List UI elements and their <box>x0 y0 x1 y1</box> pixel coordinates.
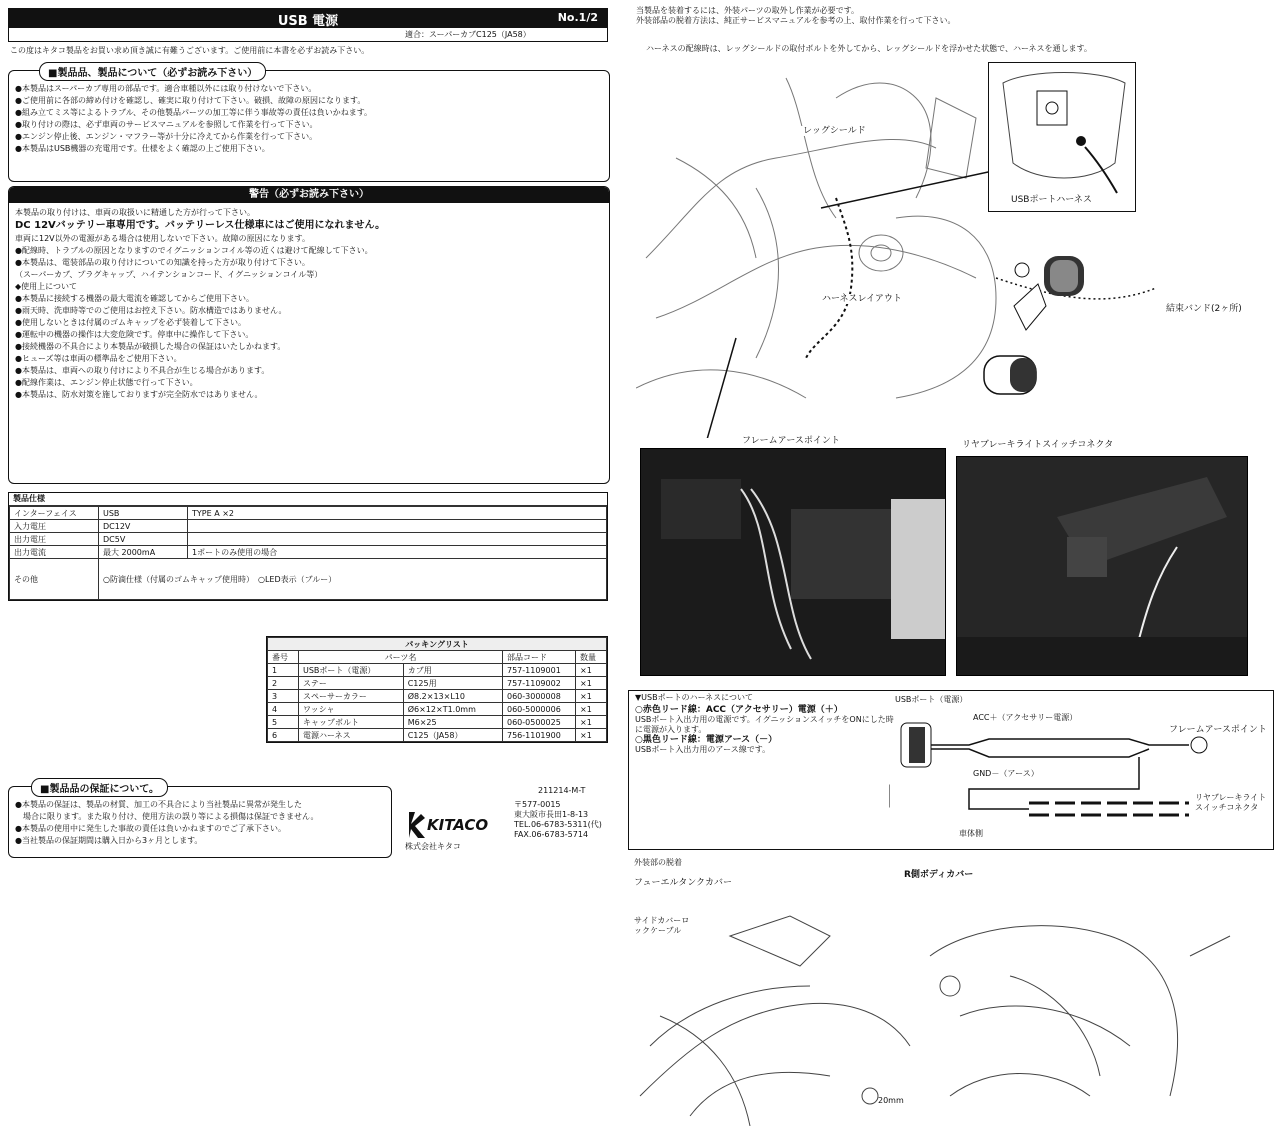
notice-line: ●取り付けの際は、必ず車両のサービスマニュアルを参照して作業を行って下さい。 <box>15 120 318 129</box>
notice-line: ●本製品はUSB機器の充電用です。仕様をよく確認の上ご使用下さい。 <box>15 144 270 153</box>
spec-value: USB <box>99 507 188 520</box>
packing-head: パーツ名 <box>299 651 503 664</box>
packing-head: 部品コード <box>503 651 576 664</box>
scooter-frame-drawing <box>636 58 1276 438</box>
warning-box <box>8 186 610 484</box>
warning-lines <box>15 207 603 401</box>
usb-port-harness-label: USBポートハーネス <box>1011 195 1092 205</box>
packing-cell: カブ用 <box>403 664 502 677</box>
usb-mount-detail-drawing <box>989 63 1137 213</box>
warning-line: ●配線時、トラブルの原因となりますのでイグニッションコイル等の近くは避けて配線して下さい。 <box>15 246 373 255</box>
packing-grid <box>267 637 607 742</box>
install-line: 当製品を装着するには、外装パーツの取外し作業が必要です。 <box>636 6 860 15</box>
detail-inset <box>988 62 1136 212</box>
warning-line: ●本製品は、電装部品の取り付けについての知識を持った方が取り付けて下さい。 <box>15 258 310 267</box>
fuel-cover-label: フューエルタンクカバー <box>634 878 733 888</box>
packing-cell: ×1 <box>576 664 607 677</box>
spec-row <box>10 546 607 559</box>
spec-key: 出力電圧 <box>10 533 99 546</box>
rear-brake-label: リヤブレーキライトスイッチコネクタ <box>962 440 1114 450</box>
packing-cell: ×1 <box>576 703 607 716</box>
cable-tie-label: 結束バンド(2ヶ所) <box>1166 304 1242 314</box>
brake-connector-label: リヤブレーキライトスイッチコネクタ <box>1195 793 1267 812</box>
spec-key: その他 <box>10 559 99 600</box>
wiring-diagram <box>889 699 1269 849</box>
warranty-lines <box>15 799 385 847</box>
kitaco-logo-icon <box>405 810 427 840</box>
doc-code: 211214-M-T <box>538 786 586 795</box>
fitment-text: 適合：スーパーカブC125（JA58） <box>405 30 531 39</box>
packing-cell: ×1 <box>576 677 607 690</box>
warranty-line: ●本製品の使用中に発生した事故の責任は負いかねますのでご了承下さい。 <box>15 824 286 833</box>
packing-cell: Ø8.2×13×L10 <box>403 690 502 703</box>
spec-note: 1ポートのみ使用の場合 <box>188 546 607 559</box>
gnd-label: GND－（アース） <box>973 769 1039 778</box>
spec-value: DC5V <box>99 533 188 546</box>
right-body-cover-label: R側ボディカバー <box>904 870 974 880</box>
company-name: KITACO <box>427 816 489 834</box>
fitment-bar <box>8 28 608 42</box>
spec-grid <box>9 506 607 600</box>
spec-row <box>10 533 607 546</box>
packing-row <box>268 716 607 729</box>
packing-cell: 2 <box>268 677 299 690</box>
harness-box <box>628 690 1274 850</box>
exterior-drawing <box>630 896 1270 1126</box>
red-lead-title: ○赤色リード線：ACC（アクセサリー）電源（＋） <box>635 705 843 715</box>
frame-ground-photo-image <box>641 449 946 676</box>
company-kana: 株式会社キタコ <box>405 842 461 851</box>
install-line: 外装部品の脱着方法は、純正サービスマニュアルを参考の上、取付作業を行って下さい。 <box>636 16 956 25</box>
spec-key: インターフェイス <box>10 507 99 520</box>
spec-key: 入力電圧 <box>10 520 99 533</box>
packing-cell: 757-1109001 <box>503 664 576 677</box>
warranty-line: ●本製品の保証は、製品の材質、加工の不具合により当社製品に異常が発生した <box>15 800 302 809</box>
address-line: TEL.06-6783-5311(代) <box>514 820 602 829</box>
spec-note <box>188 533 607 546</box>
doc-title: USB 電源 <box>277 14 339 29</box>
spec-note <box>188 520 607 533</box>
packing-row <box>268 677 607 690</box>
title-bar <box>8 8 608 28</box>
warranty-line: ●当社製品の保証期間は購入日から3ヶ月とします。 <box>15 836 203 845</box>
packing-cell: 6 <box>268 729 299 742</box>
packing-cell: 4 <box>268 703 299 716</box>
notice-line: ●ご使用前に各部の締め付けを確認し、確実に取り付けて下さい。破損、故障の原因になります。 <box>15 96 366 105</box>
spec-value: 最大 2000mA <box>99 546 188 559</box>
warranty-line: 場合に限ります。また取り付け、使用方法の誤り等による損傷は保証できません。 <box>15 812 319 821</box>
rear-brake-photo-image <box>957 457 1248 676</box>
address-line: 東大阪市長田1-8-13 <box>514 810 589 819</box>
side-cable-label: サイドカバーロックケーブル <box>634 916 690 935</box>
packing-cell: 060-0500025 <box>503 716 576 729</box>
spec-table <box>8 492 608 601</box>
usb-port-label: USBポート（電源） <box>895 695 968 704</box>
packing-cell: ×1 <box>576 716 607 729</box>
packing-table <box>266 636 608 743</box>
packing-cell: Ø6×12×T1.0mm <box>403 703 502 716</box>
address-line: 〒577-0015 <box>514 800 561 809</box>
spec-value: ○防滴仕様（付属のゴムキャップ使用時） ○LED表示（ブルー） <box>99 559 607 600</box>
harness-desc <box>635 705 899 755</box>
packing-cell: 757-1109002 <box>503 677 576 690</box>
notice-line: ●本製品はスーパーカブ専用の部品です。適合車種以外には取り付けないで下さい。 <box>15 84 317 93</box>
warning-line: 本製品の取り付けは、車両の取扱いに精通した方が行って下さい。 <box>15 208 255 217</box>
packing-cell: 電源ハーネス <box>299 729 404 742</box>
spec-value: DC12V <box>99 520 188 533</box>
packing-cell: C125用 <box>403 677 502 690</box>
rear-brake-photo <box>956 456 1248 676</box>
packing-row <box>268 729 607 742</box>
packing-cell: ワッシャ <box>299 703 404 716</box>
spec-note: TYPE A ×2 <box>188 507 607 520</box>
photo-frame-ground <box>640 436 946 676</box>
packing-cell: スペーサーカラー <box>299 690 404 703</box>
photo-rear-brake <box>956 440 1248 676</box>
spec-row <box>10 507 607 520</box>
black-lead-desc: USBポート入出力用のアース線です。 <box>635 745 771 754</box>
warning-line: ●使用しないときは付属のゴムキャップを必ず装着して下さい。 <box>15 318 246 327</box>
warning-line: ●配線作業は、エンジン停止状態で行って下さい。 <box>15 378 198 387</box>
packing-cell: USBポート（電源） <box>299 664 404 677</box>
packing-row <box>268 703 607 716</box>
acc-label: ACC＋（アクセサリー電源） <box>973 713 1078 722</box>
spec-title: 製品仕様 <box>9 493 607 506</box>
notice-lines <box>15 83 603 155</box>
harness-layout-label: ハーネスレイアウト <box>822 294 902 304</box>
packing-cell: C125（JA58） <box>403 729 502 742</box>
install-diagram <box>636 58 1276 438</box>
warranty-title: ■製品品の保証について。 <box>31 778 168 797</box>
notice-title: ■製品品、製品について（必ずお読み下さい） <box>39 62 266 81</box>
address-line: FAX.06-6783-5714 <box>514 830 589 839</box>
warning-line: 車両に12V以外の電源がある場合は使用しないで下さい。故障の原因になります。 <box>15 234 311 243</box>
warning-line: ◆使用上について <box>15 282 77 291</box>
intro-text: この度はキタコ製品をお買い求め頂き誠に有難うございます。ご使用前に本書を必ずお読み下さい。 <box>10 46 370 55</box>
packing-cell: 3 <box>268 690 299 703</box>
packing-cell: 060-3000008 <box>503 690 576 703</box>
notice-line: ●組み立てミス等によるトラブル、その他製品パーツの加工等に伴う事故等の責任は負いかねます。 <box>15 108 373 117</box>
notice-box <box>8 70 610 182</box>
warning-line: （スーパーカブ、プラグキャップ、ハイテンションコード、イグニッションコイル等） <box>15 270 323 279</box>
packing-head: 番号 <box>268 651 299 664</box>
leg-shield-label: レッグシールド <box>803 126 866 136</box>
black-lead-title: ○黒色リード線：電源アース（－） <box>635 735 778 745</box>
install-line-3: ハーネスの配線時は、レッグシールドの取付ボルトを外してから、レッグシールドを浮かせた状態で、ハーネスを通します。 <box>646 44 1092 53</box>
vehicle-side-label: 車体側 <box>959 829 983 838</box>
company-logo <box>405 810 505 854</box>
spec-row <box>10 559 607 600</box>
packing-cell: 756-1101900 <box>503 729 576 742</box>
harness-title: ▼USBポートのハーネスについて <box>635 693 754 702</box>
install-notes <box>636 6 1276 26</box>
exterior-section <box>630 856 1278 1128</box>
packing-cell: ×1 <box>576 690 607 703</box>
packing-cell: キャップボルト <box>299 716 404 729</box>
warning-line: DC 12Vバッテリー車専用です。バッテリーレス仕様車にはご使用になれません。 <box>15 220 386 231</box>
packing-row <box>268 690 607 703</box>
warning-title: 警告（必ずお読み下さい） <box>9 187 609 203</box>
dim-label: 20mm <box>878 1096 904 1105</box>
spec-row <box>10 520 607 533</box>
packing-row <box>268 664 607 677</box>
frame-ground-point-label: フレームアースポイント <box>1169 725 1267 735</box>
warning-line: ●本製品は、車両への取り付けにより不具合が生じる場合があります。 <box>15 366 270 375</box>
packing-cell: M6×25 <box>403 716 502 729</box>
warning-line: ●運転中の機器の操作は大変危険です。停車中に操作して下さい。 <box>15 330 254 339</box>
warning-line: ●ヒューズ等は車両の標準品をご使用下さい。 <box>15 354 182 363</box>
packing-cell: 5 <box>268 716 299 729</box>
frame-ground-photo <box>640 448 946 676</box>
usb-port-parts-drawing <box>974 246 1094 406</box>
red-lead-desc: USBポート入出力用の電源です。イグニッションスイッチをONにした時に電源が入ります。 <box>635 715 894 734</box>
exterior-title: 外装部の脱着 <box>634 858 682 867</box>
notice-line: ●エンジン停止後、エンジン・マフラー等が十分に冷えてから作業を行って下さい。 <box>15 132 318 141</box>
warranty-box <box>8 786 392 858</box>
packing-cell: ステー <box>299 677 404 690</box>
frame-ground-label: フレームアースポイント <box>742 436 840 446</box>
warning-line: ●本製品に接続する機器の最大電流を確認してからご使用下さい。 <box>15 294 254 303</box>
spec-key: 出力電流 <box>10 546 99 559</box>
company-address <box>514 800 614 840</box>
packing-title: パッキングリスト <box>268 638 607 651</box>
warning-line: ●本製品は、防水対策を施しておりますが完全防水ではありません。 <box>15 390 263 399</box>
packing-head-row <box>268 651 607 664</box>
packing-cell: 1 <box>268 664 299 677</box>
packing-cell: 060-5000006 <box>503 703 576 716</box>
packing-cell: ×1 <box>576 729 607 742</box>
warning-line: ●接続機器の不具合により本製品が破損した場合の保証はいたしかねます。 <box>15 342 286 351</box>
packing-head: 数量 <box>576 651 607 664</box>
warning-line: ●雨天時、洗車時等でのご使用はお控え下さい。防水構造ではありません。 <box>15 306 287 315</box>
page-number: No.1/2 <box>557 11 598 24</box>
